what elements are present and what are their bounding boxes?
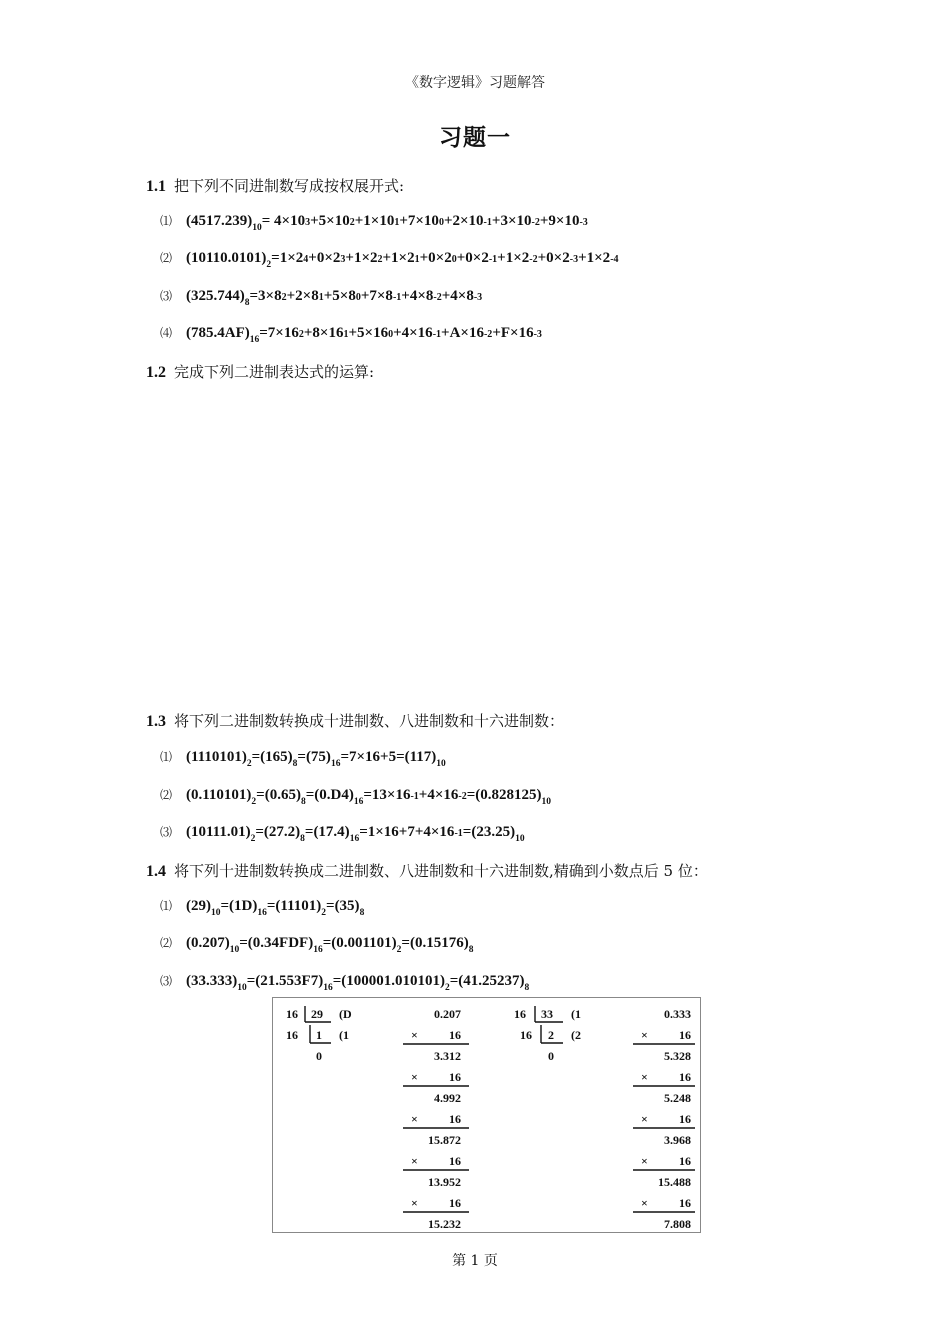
- base-subscript: 2: [250, 834, 256, 844]
- base-subscript: 16: [323, 983, 333, 993]
- div2-dividend: 33: [541, 1007, 553, 1021]
- item-index: ⑶: [160, 974, 173, 988]
- formula: [186, 749, 446, 769]
- multiplier-value: 16: [449, 1028, 461, 1042]
- exponent-superscript: -1: [454, 828, 463, 839]
- formula-text: =(21.553F7): [246, 973, 324, 989]
- formula-text: (785.4AF): [186, 325, 250, 341]
- formula-text: (1110101): [186, 749, 247, 765]
- item-index: ⑴: [160, 750, 173, 764]
- base-subscript: 8: [359, 908, 365, 918]
- multiplier-value: 16: [449, 1154, 461, 1168]
- question-number: 1.4: [146, 863, 166, 880]
- item-index: ⑵: [160, 251, 173, 265]
- formula-text: = 4×10: [261, 213, 306, 229]
- formula-text: =7×16+5=(117): [340, 749, 437, 765]
- exponent-superscript: 2: [349, 217, 355, 228]
- formula: [186, 288, 483, 308]
- times-sign: ×: [641, 1028, 648, 1042]
- question-text: 将下列十进制数转换成二进制数、八进制数和十六进制数,精确到小数点后 5 位：: [174, 862, 708, 880]
- exponent-superscript: -2: [433, 292, 442, 303]
- formula: [186, 325, 542, 345]
- formula-text: +8×16: [303, 325, 344, 341]
- base-subscript: 10: [252, 223, 262, 233]
- exponent-superscript: -2: [458, 791, 467, 802]
- formula-text: =13×16: [363, 787, 411, 803]
- exponent-superscript: -1: [410, 791, 419, 802]
- multiplicand-value: 0.207: [434, 1007, 461, 1021]
- exponent-superscript: -1: [392, 292, 402, 303]
- base-subscript: 16: [353, 797, 364, 807]
- div2-quotient: 2: [548, 1028, 554, 1042]
- formula-text: +5×10: [310, 213, 350, 229]
- item-index: ⑴: [160, 214, 173, 228]
- exponent-superscript: -3: [569, 254, 579, 265]
- formula-text: +2×8: [286, 288, 319, 304]
- formula-text: =(0.34FDF): [239, 935, 314, 951]
- question-1-4-heading: [146, 860, 708, 881]
- times-sign: ×: [641, 1196, 648, 1210]
- base-subscript: 8: [244, 298, 250, 308]
- formula-text: =1×2: [271, 250, 304, 266]
- base-subscript: 16: [249, 335, 260, 345]
- base-subscript: 2: [396, 945, 402, 955]
- formula-text: (29): [186, 898, 211, 914]
- formula-text: +9×10: [539, 213, 580, 229]
- multiplier-value: 16: [679, 1196, 691, 1210]
- formula-text: +0×2: [537, 250, 570, 266]
- formula-text: =(75): [297, 749, 331, 765]
- formula-text: =7×16: [259, 325, 299, 341]
- formula-text: =(17.4): [304, 824, 350, 840]
- exponent-superscript: 3: [340, 254, 346, 265]
- formula-text: +5×8: [323, 288, 356, 304]
- multiplier-value: 16: [679, 1070, 691, 1084]
- exponent-superscript: 2: [281, 292, 287, 303]
- formula-text: =3×8: [249, 288, 282, 304]
- times-sign: ×: [411, 1112, 418, 1126]
- formula-text: =1×16+7+4×16: [359, 824, 455, 840]
- exponent-superscript: 1: [414, 254, 420, 265]
- q1-item-2: [160, 249, 619, 270]
- times-sign: ×: [641, 1154, 648, 1168]
- exponent-superscript: -3: [579, 217, 588, 228]
- multiplicand-value: 0.333: [664, 1007, 691, 1021]
- times-sign: ×: [411, 1154, 418, 1168]
- div1-note-1: (D: [339, 1007, 352, 1021]
- exponent-superscript: 1: [394, 217, 400, 228]
- item-index: ⑴: [160, 899, 173, 913]
- question-text: 将下列二进制数转换成十进制数、八进制数和十六进制数：: [174, 712, 565, 730]
- formula-text: =(23.25): [462, 824, 516, 840]
- formula: [186, 898, 365, 918]
- formula-text: +2×10: [443, 213, 484, 229]
- multiplication-column-2: [633, 1007, 695, 1231]
- formula-text: (10110.0101): [186, 250, 267, 266]
- item-index: ⑵: [160, 788, 173, 802]
- div2-divisor: 16: [514, 1007, 526, 1021]
- formula: [186, 787, 552, 807]
- formula-text: +1×10: [354, 213, 395, 229]
- question-number: 1.3: [146, 713, 166, 730]
- formula-text: +4×8: [401, 288, 434, 304]
- formula-text: (33.333): [186, 973, 238, 989]
- exponent-superscript: 2: [377, 254, 383, 265]
- exponent-superscript: -1: [432, 329, 442, 340]
- formula: [186, 250, 619, 270]
- formula-text: +1×2: [497, 250, 530, 266]
- base-subscript: 16: [313, 945, 323, 955]
- product-value: 15.232: [428, 1217, 461, 1231]
- base-subscript: 8: [300, 834, 305, 844]
- exponent-superscript: 1: [343, 329, 349, 340]
- exponent-superscript: 0: [355, 292, 361, 303]
- exponent-superscript: -2: [531, 217, 540, 228]
- formula-text: =(11101): [266, 898, 322, 914]
- q3-item-2: [160, 786, 552, 807]
- div1-divisor: 16: [286, 1007, 298, 1021]
- formula-text: +F×16: [492, 325, 534, 341]
- multiplier-value: 16: [679, 1112, 691, 1126]
- formula-text: (0.207): [186, 935, 230, 951]
- formula-text: +0×2: [456, 250, 489, 266]
- formula-text: (325.744): [186, 288, 245, 304]
- formula-text: +4×8: [441, 288, 474, 304]
- product-value: 15.872: [428, 1133, 461, 1147]
- div2-note-2: (2: [571, 1028, 581, 1042]
- calculation-drawing: [273, 998, 700, 1232]
- chapter-title: 习题一: [439, 125, 511, 151]
- exponent-superscript: 1: [318, 292, 324, 303]
- formula-text: =(41.25237): [449, 973, 525, 989]
- base-subscript: 10: [436, 759, 446, 769]
- exponent-superscript: 0: [451, 254, 457, 265]
- product-value: 5.248: [664, 1091, 691, 1105]
- base-subscript: 16: [349, 834, 360, 844]
- product-value: 4.992: [434, 1091, 461, 1105]
- times-sign: ×: [411, 1070, 418, 1084]
- question-text: 完成下列二进制表达式的运算:: [174, 363, 375, 381]
- base-subscript: 2: [246, 759, 252, 769]
- formula: [186, 935, 474, 955]
- base-subscript: 10: [211, 908, 221, 918]
- exponent-superscript: 2: [298, 329, 304, 340]
- item-index: ⑷: [160, 326, 173, 340]
- base-subscript: 8: [300, 797, 306, 807]
- formula-text: =(0.D4): [305, 787, 354, 803]
- formula-text: (10111.01): [186, 824, 251, 840]
- formula-text: =(0.65): [256, 787, 301, 803]
- base-subscript: 16: [330, 759, 341, 769]
- formula-text: +5×16: [348, 325, 389, 341]
- formula-text: =(0.828125): [466, 787, 542, 803]
- base-subscript: 2: [266, 260, 272, 270]
- multiplication-column-1: [403, 1007, 469, 1231]
- formula-text: +3×10: [491, 213, 532, 229]
- q1-item-1: [160, 212, 588, 233]
- question-1-2-heading: [146, 361, 374, 382]
- product-value: 15.488: [658, 1175, 691, 1189]
- question-1-1-heading: [146, 175, 404, 196]
- base-subscript: 2: [251, 797, 257, 807]
- formula-text: =(35): [326, 898, 360, 914]
- base-subscript: 8: [292, 759, 298, 769]
- formula-text: (0.110101): [186, 787, 252, 803]
- base-subscript: 10: [237, 983, 247, 993]
- multiplier-value: 16: [449, 1112, 461, 1126]
- q4-item-1: [160, 897, 365, 918]
- formula-text: +A×16: [441, 325, 484, 341]
- formula-text: +4×16: [393, 325, 433, 341]
- conversion-calculation-figure: [272, 997, 701, 1233]
- formula-text: +7×10: [399, 213, 439, 229]
- q3-item-3: [160, 823, 525, 844]
- exponent-superscript: 4: [303, 254, 309, 265]
- exponent-superscript: 0: [438, 217, 444, 228]
- product-value: 3.968: [664, 1133, 691, 1147]
- question-number: 1.1: [146, 178, 166, 195]
- exponent-superscript: -2: [529, 254, 538, 265]
- times-sign: ×: [411, 1028, 418, 1042]
- formula: [186, 213, 588, 233]
- question-number: 1.2: [146, 364, 166, 381]
- formula-text: +1×2: [578, 250, 611, 266]
- formula: [186, 973, 530, 993]
- exponent-superscript: -2: [483, 329, 493, 340]
- formula-text: =(1D): [220, 898, 258, 914]
- base-subscript: 2: [321, 908, 327, 918]
- q4-item-2: [160, 934, 474, 955]
- exponent-superscript: -1: [488, 254, 498, 265]
- div1-dividend: 29: [311, 1007, 323, 1021]
- exponent-superscript: -4: [610, 254, 619, 265]
- formula-text: (4517.239): [186, 213, 253, 229]
- multiplier-value: 16: [679, 1028, 691, 1042]
- product-value: 7.808: [664, 1217, 691, 1231]
- item-index: ⑵: [160, 936, 173, 950]
- multiplier-value: 16: [449, 1196, 461, 1210]
- formula-text: =(165): [251, 749, 293, 765]
- question-text: 把下列不同进制数写成按权展开式:: [174, 177, 405, 195]
- formula-text: +1×2: [345, 250, 378, 266]
- exponent-superscript: -3: [473, 292, 483, 303]
- formula-text: +4×16: [418, 787, 459, 803]
- base-subscript: 10: [541, 797, 552, 807]
- multiplier-value: 16: [449, 1070, 461, 1084]
- page-header: 《数字逻辑》习题解答: [405, 75, 545, 91]
- formula-text: =(0.001101): [322, 935, 397, 951]
- q1-item-4: [160, 324, 542, 345]
- times-sign: ×: [641, 1112, 648, 1126]
- div2-divisor-2: 16: [520, 1028, 532, 1042]
- exponent-superscript: 0: [388, 329, 394, 340]
- base-subscript: 16: [257, 908, 267, 918]
- div1-note-2: (1: [339, 1028, 349, 1042]
- q4-item-3: [160, 972, 530, 993]
- formula-text: +0×2: [308, 250, 341, 266]
- formula-text: +7×8: [360, 288, 393, 304]
- item-index: ⑶: [160, 289, 173, 303]
- q3-item-1: [160, 748, 446, 769]
- formula-text: =(0.15176): [401, 935, 469, 951]
- multiplier-value: 16: [679, 1154, 691, 1168]
- times-sign: ×: [411, 1196, 418, 1210]
- formula-text: =(100001.010101): [332, 973, 445, 989]
- item-index: ⑶: [160, 825, 173, 839]
- product-value: 13.952: [428, 1175, 461, 1189]
- formula: [186, 824, 525, 844]
- product-value: 5.328: [664, 1049, 691, 1063]
- base-subscript: 8: [524, 983, 530, 993]
- div1-quotient: 1: [316, 1028, 322, 1042]
- exponent-superscript: -3: [533, 329, 542, 340]
- q1-item-3: [160, 287, 483, 308]
- formula-text: =(27.2): [255, 824, 301, 840]
- product-value: 3.312: [434, 1049, 461, 1063]
- div1-divisor-2: 16: [286, 1028, 298, 1042]
- page-number: 第 1 页: [452, 1253, 498, 1269]
- formula-text: +0×2: [419, 250, 452, 266]
- div2-remainder: 0: [548, 1049, 554, 1063]
- base-subscript: 8: [468, 945, 474, 955]
- div2-note-1: (1: [571, 1007, 581, 1021]
- exponent-superscript: 3: [305, 217, 311, 228]
- base-subscript: 10: [229, 945, 240, 955]
- exponent-superscript: -1: [483, 217, 492, 228]
- formula-text: +1×2: [382, 250, 415, 266]
- times-sign: ×: [641, 1070, 648, 1084]
- base-subscript: 2: [445, 983, 450, 993]
- question-1-3-heading: [146, 710, 564, 731]
- div1-remainder: 0: [316, 1049, 322, 1063]
- base-subscript: 10: [515, 834, 525, 844]
